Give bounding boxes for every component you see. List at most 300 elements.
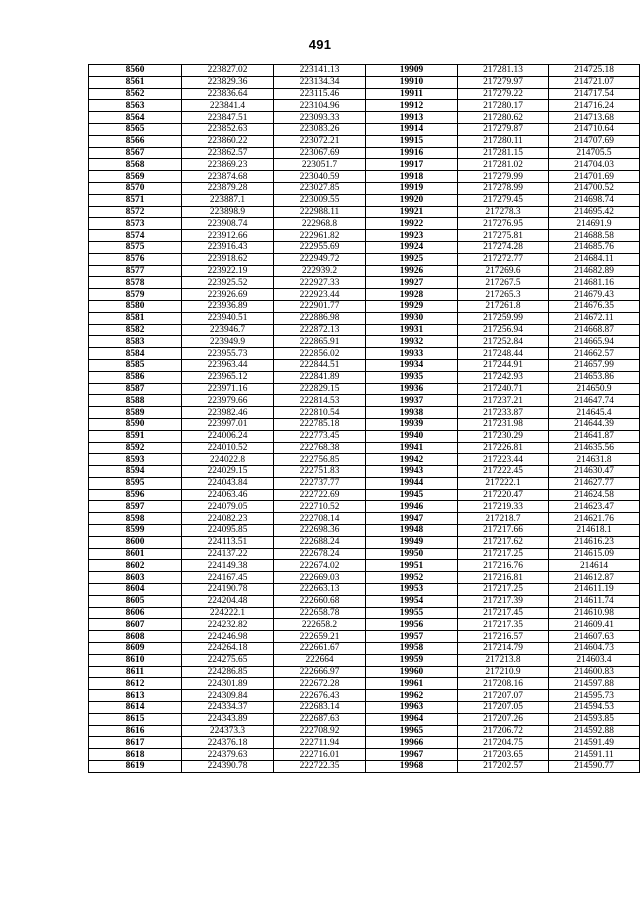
x-coordinate-cell: 224309.84 — [182, 690, 274, 702]
table-row — [89, 171, 640, 183]
point-id-cell: 19952 — [366, 572, 458, 584]
y-coordinate-cell: 222687.63 — [274, 713, 366, 725]
point-id-cell: 8572 — [89, 206, 182, 218]
y-coordinate-cell: 222785.18 — [274, 418, 366, 430]
point-id-cell: 8619 — [89, 761, 182, 773]
point-id-cell: 19959 — [366, 654, 458, 666]
x-coordinate-cell: 223955.73 — [182, 348, 274, 360]
y-coordinate-cell: 214645.4 — [549, 407, 640, 419]
point-id-cell: 19946 — [366, 501, 458, 513]
x-coordinate-cell: 217213.8 — [458, 654, 549, 666]
x-coordinate-cell: 217217.35 — [458, 619, 549, 631]
y-coordinate-cell: 223067.69 — [274, 147, 366, 159]
x-coordinate-cell: 224373.3 — [182, 725, 274, 737]
table-row — [89, 454, 640, 466]
point-id-cell: 19956 — [366, 619, 458, 631]
y-coordinate-cell: 214676.35 — [549, 300, 640, 312]
coordinates-table — [88, 64, 640, 773]
table-row — [89, 607, 640, 619]
x-coordinate-cell: 217210.9 — [458, 666, 549, 678]
table-row — [89, 383, 640, 395]
y-coordinate-cell: 222688.24 — [274, 536, 366, 548]
y-coordinate-cell: 222716.01 — [274, 749, 366, 761]
x-coordinate-cell: 223898.9 — [182, 206, 274, 218]
y-coordinate-cell: 223115.46 — [274, 88, 366, 100]
y-coordinate-cell: 214710.64 — [549, 123, 640, 135]
x-coordinate-cell: 223965.12 — [182, 371, 274, 383]
y-coordinate-cell: 222658.78 — [274, 607, 366, 619]
point-id-cell: 19961 — [366, 678, 458, 690]
y-coordinate-cell: 214695.42 — [549, 206, 640, 218]
point-id-cell: 19943 — [366, 466, 458, 478]
y-coordinate-cell: 214607.63 — [549, 631, 640, 643]
y-coordinate-cell: 214592.88 — [549, 725, 640, 737]
x-coordinate-cell: 217207.26 — [458, 713, 549, 725]
table-row — [89, 395, 640, 407]
x-coordinate-cell: 217280.17 — [458, 100, 549, 112]
point-id-cell: 19911 — [366, 88, 458, 100]
point-id-cell: 19958 — [366, 643, 458, 655]
point-id-cell: 8581 — [89, 312, 182, 324]
x-coordinate-cell: 224246.98 — [182, 631, 274, 643]
point-id-cell: 19917 — [366, 159, 458, 171]
point-id-cell: 8566 — [89, 135, 182, 147]
x-coordinate-cell: 217244.91 — [458, 359, 549, 371]
y-coordinate-cell: 222678.24 — [274, 548, 366, 560]
x-coordinate-cell: 224379.63 — [182, 749, 274, 761]
coordinates-table-body — [89, 65, 640, 773]
table-row — [89, 182, 640, 194]
point-id-cell: 19945 — [366, 489, 458, 501]
table-row — [89, 595, 640, 607]
table-row — [89, 159, 640, 171]
point-id-cell: 8601 — [89, 548, 182, 560]
y-coordinate-cell: 214685.76 — [549, 241, 640, 253]
x-coordinate-cell: 217261.8 — [458, 300, 549, 312]
y-coordinate-cell: 214700.52 — [549, 182, 640, 194]
point-id-cell: 8562 — [89, 88, 182, 100]
y-coordinate-cell: 214647.74 — [549, 395, 640, 407]
x-coordinate-cell: 224043.84 — [182, 477, 274, 489]
point-id-cell: 8586 — [89, 371, 182, 383]
x-coordinate-cell: 224063.46 — [182, 489, 274, 501]
y-coordinate-cell: 214705.5 — [549, 147, 640, 159]
x-coordinate-cell: 217218.7 — [458, 513, 549, 525]
x-coordinate-cell: 223922.19 — [182, 265, 274, 277]
y-coordinate-cell: 214631.8 — [549, 454, 640, 466]
y-coordinate-cell: 222711.94 — [274, 737, 366, 749]
x-coordinate-cell: 217223.44 — [458, 454, 549, 466]
y-coordinate-cell: 214665.94 — [549, 336, 640, 348]
point-id-cell: 19918 — [366, 171, 458, 183]
point-id-cell: 8617 — [89, 737, 182, 749]
table-row — [89, 371, 640, 383]
point-id-cell: 19935 — [366, 371, 458, 383]
x-coordinate-cell: 224286.85 — [182, 666, 274, 678]
point-id-cell: 19957 — [366, 631, 458, 643]
table-row — [89, 100, 640, 112]
point-id-cell: 19941 — [366, 442, 458, 454]
x-coordinate-cell: 223836.64 — [182, 88, 274, 100]
y-coordinate-cell: 222661.67 — [274, 643, 366, 655]
point-id-cell: 8591 — [89, 430, 182, 442]
y-coordinate-cell: 223040.59 — [274, 171, 366, 183]
x-coordinate-cell: 217256.94 — [458, 324, 549, 336]
y-coordinate-cell: 214682.89 — [549, 265, 640, 277]
y-coordinate-cell: 222722.69 — [274, 489, 366, 501]
table-row — [89, 123, 640, 135]
x-coordinate-cell: 224029.15 — [182, 466, 274, 478]
y-coordinate-cell: 222683.14 — [274, 702, 366, 714]
table-row — [89, 654, 640, 666]
y-coordinate-cell: 222663.13 — [274, 584, 366, 596]
table-row — [89, 725, 640, 737]
point-id-cell: 19937 — [366, 395, 458, 407]
point-id-cell: 19913 — [366, 112, 458, 124]
x-coordinate-cell: 217207.07 — [458, 690, 549, 702]
x-coordinate-cell: 223862.57 — [182, 147, 274, 159]
point-id-cell: 19922 — [366, 218, 458, 230]
x-coordinate-cell: 217280.62 — [458, 112, 549, 124]
point-id-cell: 8600 — [89, 536, 182, 548]
point-id-cell: 19924 — [366, 241, 458, 253]
y-coordinate-cell: 222722.35 — [274, 761, 366, 773]
y-coordinate-cell: 214688.58 — [549, 230, 640, 242]
y-coordinate-cell: 222961.82 — [274, 230, 366, 242]
y-coordinate-cell: 222844.51 — [274, 359, 366, 371]
table-row — [89, 702, 640, 714]
x-coordinate-cell: 224095.85 — [182, 525, 274, 537]
x-coordinate-cell: 223827.02 — [182, 65, 274, 77]
table-row — [89, 572, 640, 584]
point-id-cell: 8606 — [89, 607, 182, 619]
table-row — [89, 678, 640, 690]
y-coordinate-cell: 222968.8 — [274, 218, 366, 230]
y-coordinate-cell: 222886.98 — [274, 312, 366, 324]
x-coordinate-cell: 217222.45 — [458, 466, 549, 478]
x-coordinate-cell: 224275.65 — [182, 654, 274, 666]
point-id-cell: 19934 — [366, 359, 458, 371]
x-coordinate-cell: 223963.44 — [182, 359, 274, 371]
x-coordinate-cell: 217216.76 — [458, 560, 549, 572]
table-row — [89, 241, 640, 253]
x-coordinate-cell: 223925.52 — [182, 277, 274, 289]
y-coordinate-cell: 222829.15 — [274, 383, 366, 395]
x-coordinate-cell: 217231.98 — [458, 418, 549, 430]
y-coordinate-cell: 222674.02 — [274, 560, 366, 572]
y-coordinate-cell: 223134.34 — [274, 76, 366, 88]
point-id-cell: 19944 — [366, 477, 458, 489]
x-coordinate-cell: 223940.51 — [182, 312, 274, 324]
y-coordinate-cell: 214621.76 — [549, 513, 640, 525]
point-id-cell: 19925 — [366, 253, 458, 265]
point-id-cell: 8570 — [89, 182, 182, 194]
point-id-cell: 8576 — [89, 253, 182, 265]
point-id-cell: 19919 — [366, 182, 458, 194]
point-id-cell: 8607 — [89, 619, 182, 631]
y-coordinate-cell: 214591.11 — [549, 749, 640, 761]
y-coordinate-cell: 214644.39 — [549, 418, 640, 430]
x-coordinate-cell: 223860.22 — [182, 135, 274, 147]
table-row — [89, 690, 640, 702]
y-coordinate-cell: 214624.58 — [549, 489, 640, 501]
table-row — [89, 194, 640, 206]
y-coordinate-cell: 214615.09 — [549, 548, 640, 560]
x-coordinate-cell: 217217.62 — [458, 536, 549, 548]
point-id-cell: 19930 — [366, 312, 458, 324]
table-row — [89, 359, 640, 371]
point-id-cell: 8579 — [89, 289, 182, 301]
table-row — [89, 112, 640, 124]
point-id-cell: 19965 — [366, 725, 458, 737]
x-coordinate-cell: 217216.57 — [458, 631, 549, 643]
x-coordinate-cell: 223852.63 — [182, 123, 274, 135]
table-row — [89, 289, 640, 301]
point-id-cell: 19949 — [366, 536, 458, 548]
point-id-cell: 8603 — [89, 572, 182, 584]
x-coordinate-cell: 223879.28 — [182, 182, 274, 194]
y-coordinate-cell: 223141.13 — [274, 65, 366, 77]
y-coordinate-cell: 214595.73 — [549, 690, 640, 702]
y-coordinate-cell: 222856.02 — [274, 348, 366, 360]
y-coordinate-cell: 222927.33 — [274, 277, 366, 289]
y-coordinate-cell: 214725.18 — [549, 65, 640, 77]
x-coordinate-cell: 217269.6 — [458, 265, 549, 277]
x-coordinate-cell: 224232.82 — [182, 619, 274, 631]
x-coordinate-cell: 217278.99 — [458, 182, 549, 194]
point-id-cell: 8569 — [89, 171, 182, 183]
x-coordinate-cell: 217274.28 — [458, 241, 549, 253]
y-coordinate-cell: 222708.14 — [274, 513, 366, 525]
table-row — [89, 418, 640, 430]
x-coordinate-cell: 224264.18 — [182, 643, 274, 655]
y-coordinate-cell: 222710.52 — [274, 501, 366, 513]
point-id-cell: 8588 — [89, 395, 182, 407]
x-coordinate-cell: 224082.23 — [182, 513, 274, 525]
x-coordinate-cell: 217279.22 — [458, 88, 549, 100]
point-id-cell: 19910 — [366, 76, 458, 88]
point-id-cell: 19909 — [366, 65, 458, 77]
y-coordinate-cell: 214717.54 — [549, 88, 640, 100]
y-coordinate-cell: 214704.03 — [549, 159, 640, 171]
y-coordinate-cell: 222756.85 — [274, 454, 366, 466]
y-coordinate-cell: 222814.53 — [274, 395, 366, 407]
point-id-cell: 19948 — [366, 525, 458, 537]
x-coordinate-cell: 217279.97 — [458, 76, 549, 88]
y-coordinate-cell: 214611.74 — [549, 595, 640, 607]
point-id-cell: 19964 — [366, 713, 458, 725]
table-row — [89, 737, 640, 749]
y-coordinate-cell: 214600.83 — [549, 666, 640, 678]
x-coordinate-cell: 224390.78 — [182, 761, 274, 773]
point-id-cell: 19968 — [366, 761, 458, 773]
point-id-cell: 8589 — [89, 407, 182, 419]
y-coordinate-cell: 222841.89 — [274, 371, 366, 383]
point-id-cell: 8571 — [89, 194, 182, 206]
y-coordinate-cell: 222768.38 — [274, 442, 366, 454]
x-coordinate-cell: 217265.3 — [458, 289, 549, 301]
point-id-cell: 19939 — [366, 418, 458, 430]
y-coordinate-cell: 214684.11 — [549, 253, 640, 265]
table-row — [89, 230, 640, 242]
y-coordinate-cell: 222773.45 — [274, 430, 366, 442]
point-id-cell: 8567 — [89, 147, 182, 159]
point-id-cell: 8580 — [89, 300, 182, 312]
x-coordinate-cell: 223841.4 — [182, 100, 274, 112]
point-id-cell: 8596 — [89, 489, 182, 501]
y-coordinate-cell: 222901.77 — [274, 300, 366, 312]
x-coordinate-cell: 217203.65 — [458, 749, 549, 761]
y-coordinate-cell: 222923.44 — [274, 289, 366, 301]
table-row — [89, 65, 640, 77]
point-id-cell: 19933 — [366, 348, 458, 360]
point-id-cell: 8595 — [89, 477, 182, 489]
point-id-cell: 8613 — [89, 690, 182, 702]
point-id-cell: 8560 — [89, 65, 182, 77]
point-id-cell: 19960 — [366, 666, 458, 678]
point-id-cell: 8604 — [89, 584, 182, 596]
point-id-cell: 8584 — [89, 348, 182, 360]
table-row — [89, 407, 640, 419]
y-coordinate-cell: 214612.87 — [549, 572, 640, 584]
y-coordinate-cell: 222698.36 — [274, 525, 366, 537]
x-coordinate-cell: 217267.5 — [458, 277, 549, 289]
y-coordinate-cell: 214713.68 — [549, 112, 640, 124]
table-row — [89, 430, 640, 442]
point-id-cell: 8610 — [89, 654, 182, 666]
table-row — [89, 749, 640, 761]
table-row — [89, 253, 640, 265]
x-coordinate-cell: 217275.81 — [458, 230, 549, 242]
point-id-cell: 19963 — [366, 702, 458, 714]
point-id-cell: 8573 — [89, 218, 182, 230]
x-coordinate-cell: 217219.33 — [458, 501, 549, 513]
x-coordinate-cell: 223829.36 — [182, 76, 274, 88]
y-coordinate-cell: 223051.7 — [274, 159, 366, 171]
table-row — [89, 348, 640, 360]
x-coordinate-cell: 224343.89 — [182, 713, 274, 725]
point-id-cell: 19950 — [366, 548, 458, 560]
y-coordinate-cell: 214603.4 — [549, 654, 640, 666]
x-coordinate-cell: 217217.39 — [458, 595, 549, 607]
y-coordinate-cell: 214630.47 — [549, 466, 640, 478]
y-coordinate-cell: 222949.72 — [274, 253, 366, 265]
x-coordinate-cell: 217226.81 — [458, 442, 549, 454]
point-id-cell: 19931 — [366, 324, 458, 336]
y-coordinate-cell: 214662.57 — [549, 348, 640, 360]
x-coordinate-cell: 223936.89 — [182, 300, 274, 312]
x-coordinate-cell: 217259.99 — [458, 312, 549, 324]
table-row — [89, 135, 640, 147]
y-coordinate-cell: 214609.41 — [549, 619, 640, 631]
x-coordinate-cell: 217217.45 — [458, 607, 549, 619]
x-coordinate-cell: 224167.45 — [182, 572, 274, 584]
point-id-cell: 8577 — [89, 265, 182, 277]
point-id-cell: 8612 — [89, 678, 182, 690]
y-coordinate-cell: 214707.69 — [549, 135, 640, 147]
y-coordinate-cell: 214721.07 — [549, 76, 640, 88]
x-coordinate-cell: 217272.77 — [458, 253, 549, 265]
x-coordinate-cell: 224137.22 — [182, 548, 274, 560]
x-coordinate-cell: 224376.18 — [182, 737, 274, 749]
x-coordinate-cell: 217233.87 — [458, 407, 549, 419]
point-id-cell: 8563 — [89, 100, 182, 112]
x-coordinate-cell: 217240.71 — [458, 383, 549, 395]
x-coordinate-cell: 217217.25 — [458, 548, 549, 560]
x-coordinate-cell: 217214.79 — [458, 643, 549, 655]
x-coordinate-cell: 223847.51 — [182, 112, 274, 124]
point-id-cell: 8605 — [89, 595, 182, 607]
point-id-cell: 8609 — [89, 643, 182, 655]
x-coordinate-cell: 224190.78 — [182, 584, 274, 596]
table-row — [89, 643, 640, 655]
x-coordinate-cell: 217281.15 — [458, 147, 549, 159]
y-coordinate-cell: 214657.99 — [549, 359, 640, 371]
y-coordinate-cell: 222666.97 — [274, 666, 366, 678]
y-coordinate-cell: 214679.43 — [549, 289, 640, 301]
table-row — [89, 560, 640, 572]
table-row — [89, 761, 640, 773]
point-id-cell: 8599 — [89, 525, 182, 537]
table-row — [89, 147, 640, 159]
x-coordinate-cell: 217276.95 — [458, 218, 549, 230]
table-row — [89, 489, 640, 501]
x-coordinate-cell: 223916.43 — [182, 241, 274, 253]
x-coordinate-cell: 224010.52 — [182, 442, 274, 454]
y-coordinate-cell: 223083.26 — [274, 123, 366, 135]
point-id-cell: 8587 — [89, 383, 182, 395]
x-coordinate-cell: 217208.16 — [458, 678, 549, 690]
point-id-cell: 19928 — [366, 289, 458, 301]
y-coordinate-cell: 214701.69 — [549, 171, 640, 183]
table-row — [89, 76, 640, 88]
point-id-cell: 19912 — [366, 100, 458, 112]
point-id-cell: 8608 — [89, 631, 182, 643]
x-coordinate-cell: 223949.9 — [182, 336, 274, 348]
x-coordinate-cell: 224334.37 — [182, 702, 274, 714]
point-id-cell: 8568 — [89, 159, 182, 171]
x-coordinate-cell: 217279.87 — [458, 123, 549, 135]
point-id-cell: 19955 — [366, 607, 458, 619]
x-coordinate-cell: 223887.1 — [182, 194, 274, 206]
point-id-cell: 19927 — [366, 277, 458, 289]
point-id-cell: 19967 — [366, 749, 458, 761]
point-id-cell: 8574 — [89, 230, 182, 242]
x-coordinate-cell: 217278.3 — [458, 206, 549, 218]
point-id-cell: 8590 — [89, 418, 182, 430]
point-id-cell: 19926 — [366, 265, 458, 277]
x-coordinate-cell: 217206.72 — [458, 725, 549, 737]
point-id-cell: 8575 — [89, 241, 182, 253]
x-coordinate-cell: 223971.16 — [182, 383, 274, 395]
point-id-cell: 19953 — [366, 584, 458, 596]
x-coordinate-cell: 217252.84 — [458, 336, 549, 348]
point-id-cell: 8618 — [89, 749, 182, 761]
point-id-cell: 8598 — [89, 513, 182, 525]
y-coordinate-cell: 222664 — [274, 654, 366, 666]
point-id-cell: 19947 — [366, 513, 458, 525]
y-coordinate-cell: 222660.68 — [274, 595, 366, 607]
x-coordinate-cell: 217216.81 — [458, 572, 549, 584]
table-row — [89, 619, 640, 631]
y-coordinate-cell: 222658.2 — [274, 619, 366, 631]
table-row — [89, 206, 640, 218]
x-coordinate-cell: 224079.05 — [182, 501, 274, 513]
x-coordinate-cell: 223926.69 — [182, 289, 274, 301]
y-coordinate-cell: 222872.13 — [274, 324, 366, 336]
x-coordinate-cell: 223874.68 — [182, 171, 274, 183]
point-id-cell: 8597 — [89, 501, 182, 513]
